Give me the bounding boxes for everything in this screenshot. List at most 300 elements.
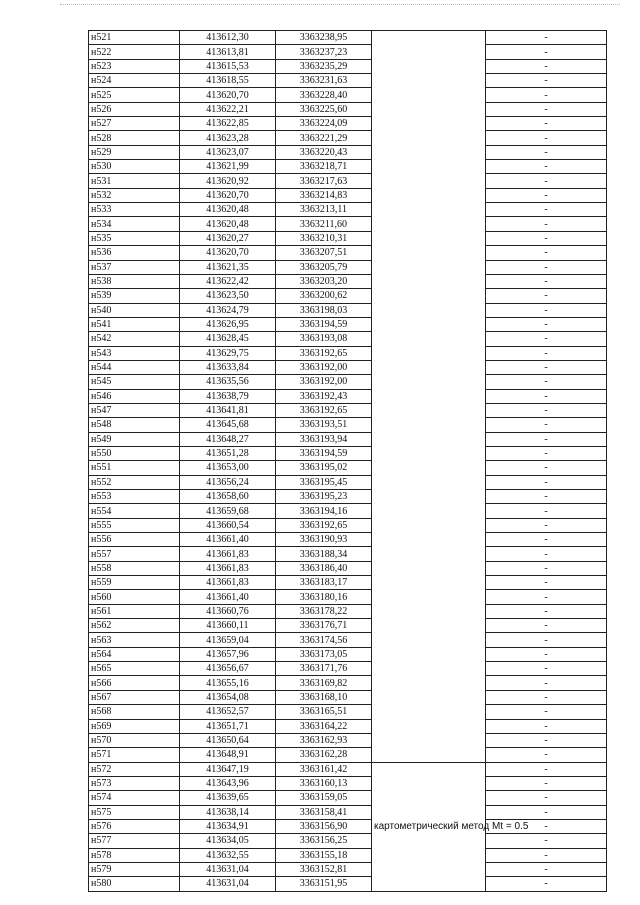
point-name-cell: н566 [89, 676, 180, 690]
table-row [89, 346, 607, 360]
y-coordinate-cell: 3363237,23 [276, 45, 372, 59]
accuracy-cell: - [486, 346, 607, 360]
x-coordinate-cell: 413661,40 [180, 590, 276, 604]
table-row [89, 461, 607, 475]
y-coordinate-cell: 3363195,02 [276, 461, 372, 475]
point-name-cell: н536 [89, 246, 180, 260]
accuracy-cell: - [486, 819, 607, 833]
accuracy-cell: - [486, 533, 607, 547]
x-coordinate-cell: 413622,21 [180, 102, 276, 116]
point-name-cell: н532 [89, 188, 180, 202]
accuracy-cell: - [486, 647, 607, 661]
x-coordinate-cell: 413635,56 [180, 375, 276, 389]
point-name-cell: н547 [89, 403, 180, 417]
table-row [89, 375, 607, 389]
table-row [89, 475, 607, 489]
x-coordinate-cell: 413653,00 [180, 461, 276, 475]
x-coordinate-cell: 413656,67 [180, 662, 276, 676]
y-coordinate-cell: 3363164,22 [276, 719, 372, 733]
x-coordinate-cell: 413657,96 [180, 647, 276, 661]
x-coordinate-cell: 413631,04 [180, 877, 276, 891]
y-coordinate-cell: 3363228,40 [276, 88, 372, 102]
table-row [89, 289, 607, 303]
point-name-cell: н551 [89, 461, 180, 475]
x-coordinate-cell: 413660,76 [180, 604, 276, 618]
x-coordinate-cell: 413656,24 [180, 475, 276, 489]
x-coordinate-cell: 413623,07 [180, 145, 276, 159]
y-coordinate-cell: 3363194,16 [276, 504, 372, 518]
x-coordinate-cell: 413629,75 [180, 346, 276, 360]
x-coordinate-cell: 413632,55 [180, 848, 276, 862]
x-coordinate-cell: 413639,65 [180, 791, 276, 805]
point-name-cell: н541 [89, 317, 180, 331]
point-name-cell: н571 [89, 748, 180, 762]
x-coordinate-cell: 413660,11 [180, 619, 276, 633]
coordinates-table [88, 30, 607, 892]
accuracy-cell: - [486, 604, 607, 618]
point-name-cell: н546 [89, 389, 180, 403]
point-name-cell: н533 [89, 203, 180, 217]
table-row [89, 88, 607, 102]
y-coordinate-cell: 3363192,43 [276, 389, 372, 403]
x-coordinate-cell: 413620,70 [180, 188, 276, 202]
x-coordinate-cell: 413621,99 [180, 160, 276, 174]
accuracy-cell: - [486, 231, 607, 245]
x-coordinate-cell: 413648,91 [180, 748, 276, 762]
accuracy-cell: - [486, 762, 607, 776]
table-row [89, 145, 607, 159]
table-row [89, 848, 607, 862]
y-coordinate-cell: 3363193,94 [276, 432, 372, 446]
y-coordinate-cell: 3363174,56 [276, 633, 372, 647]
accuracy-cell: - [486, 131, 607, 145]
accuracy-cell: - [486, 389, 607, 403]
point-name-cell: н521 [89, 31, 180, 45]
y-coordinate-cell: 3363180,16 [276, 590, 372, 604]
table-row [89, 74, 607, 88]
accuracy-cell: - [486, 776, 607, 790]
y-coordinate-cell: 3363192,00 [276, 375, 372, 389]
table-row [89, 762, 607, 776]
table-row [89, 389, 607, 403]
y-coordinate-cell: 3363224,09 [276, 117, 372, 131]
accuracy-cell: - [486, 418, 607, 432]
accuracy-cell: - [486, 590, 607, 604]
y-coordinate-cell: 3363213,11 [276, 203, 372, 217]
y-coordinate-cell: 3363156,25 [276, 834, 372, 848]
y-coordinate-cell: 3363162,28 [276, 748, 372, 762]
accuracy-cell: - [486, 217, 607, 231]
x-coordinate-cell: 413631,04 [180, 862, 276, 876]
accuracy-cell: - [486, 547, 607, 561]
x-coordinate-cell: 413659,68 [180, 504, 276, 518]
point-name-cell: н557 [89, 547, 180, 561]
table-row [89, 403, 607, 417]
x-coordinate-cell: 413623,50 [180, 289, 276, 303]
x-coordinate-cell: 413647,19 [180, 762, 276, 776]
table-row [89, 117, 607, 131]
point-name-cell: н549 [89, 432, 180, 446]
point-name-cell: н523 [89, 59, 180, 73]
accuracy-cell: - [486, 403, 607, 417]
point-name-cell: н555 [89, 518, 180, 532]
point-name-cell: н539 [89, 289, 180, 303]
x-coordinate-cell: 413652,57 [180, 705, 276, 719]
accuracy-cell: - [486, 705, 607, 719]
x-coordinate-cell: 413660,54 [180, 518, 276, 532]
y-coordinate-cell: 3363192,65 [276, 403, 372, 417]
table-row [89, 619, 607, 633]
x-coordinate-cell: 413615,53 [180, 59, 276, 73]
y-coordinate-cell: 3363203,20 [276, 274, 372, 288]
point-name-cell: н573 [89, 776, 180, 790]
accuracy-cell: - [486, 203, 607, 217]
y-coordinate-cell: 3363165,51 [276, 705, 372, 719]
table-row [89, 504, 607, 518]
y-coordinate-cell: 3363194,59 [276, 317, 372, 331]
accuracy-cell: - [486, 160, 607, 174]
point-name-cell: н553 [89, 490, 180, 504]
table-row [89, 360, 607, 374]
y-coordinate-cell: 3363183,17 [276, 576, 372, 590]
x-coordinate-cell: 413638,79 [180, 389, 276, 403]
y-coordinate-cell: 3363200,62 [276, 289, 372, 303]
table-row [89, 590, 607, 604]
point-name-cell: н575 [89, 805, 180, 819]
y-coordinate-cell: 3363193,08 [276, 332, 372, 346]
accuracy-cell: - [486, 88, 607, 102]
point-name-cell: н530 [89, 160, 180, 174]
x-coordinate-cell: 413623,28 [180, 131, 276, 145]
y-coordinate-cell: 3363156,90 [276, 819, 372, 833]
y-coordinate-cell: 3363168,10 [276, 690, 372, 704]
table-row [89, 490, 607, 504]
y-coordinate-cell: 3363162,93 [276, 733, 372, 747]
point-name-cell: н525 [89, 88, 180, 102]
table-row [89, 102, 607, 116]
x-coordinate-cell: 413618,55 [180, 74, 276, 88]
x-coordinate-cell: 413634,91 [180, 819, 276, 833]
accuracy-cell: - [486, 188, 607, 202]
x-coordinate-cell: 413621,35 [180, 260, 276, 274]
x-coordinate-cell: 413620,70 [180, 88, 276, 102]
accuracy-cell: - [486, 848, 607, 862]
point-name-cell: н556 [89, 533, 180, 547]
x-coordinate-cell: 413638,14 [180, 805, 276, 819]
accuracy-cell: - [486, 805, 607, 819]
point-name-cell: н570 [89, 733, 180, 747]
accuracy-cell: - [486, 504, 607, 518]
table-row [89, 274, 607, 288]
method-cell: картометрический метод Mt = 0.5 [372, 762, 486, 891]
accuracy-cell: - [486, 102, 607, 116]
y-coordinate-cell: 3363198,03 [276, 303, 372, 317]
y-coordinate-cell: 3363152,81 [276, 862, 372, 876]
y-coordinate-cell: 3363176,71 [276, 619, 372, 633]
table-row [89, 203, 607, 217]
accuracy-cell: - [486, 274, 607, 288]
accuracy-cell: - [486, 332, 607, 346]
accuracy-cell: - [486, 246, 607, 260]
table-row [89, 547, 607, 561]
coordinates-table-body [89, 31, 607, 892]
x-coordinate-cell: 413613,81 [180, 45, 276, 59]
accuracy-cell: - [486, 145, 607, 159]
y-coordinate-cell: 3363186,40 [276, 561, 372, 575]
x-coordinate-cell: 413620,48 [180, 217, 276, 231]
x-coordinate-cell: 413655,16 [180, 676, 276, 690]
point-name-cell: н580 [89, 877, 180, 891]
y-coordinate-cell: 3363214,83 [276, 188, 372, 202]
point-name-cell: н568 [89, 705, 180, 719]
point-name-cell: н561 [89, 604, 180, 618]
table-row [89, 662, 607, 676]
y-coordinate-cell: 3363159,05 [276, 791, 372, 805]
point-name-cell: н527 [89, 117, 180, 131]
point-name-cell: н565 [89, 662, 180, 676]
point-name-cell: н577 [89, 834, 180, 848]
y-coordinate-cell: 3363225,60 [276, 102, 372, 116]
x-coordinate-cell: 413645,68 [180, 418, 276, 432]
accuracy-cell: - [486, 45, 607, 59]
table-row [89, 231, 607, 245]
accuracy-cell: - [486, 748, 607, 762]
x-coordinate-cell: 413661,83 [180, 561, 276, 575]
table-row [89, 719, 607, 733]
accuracy-cell: - [486, 719, 607, 733]
accuracy-cell: - [486, 690, 607, 704]
accuracy-cell: - [486, 633, 607, 647]
point-name-cell: н576 [89, 819, 180, 833]
accuracy-cell: - [486, 461, 607, 475]
accuracy-cell: - [486, 31, 607, 45]
accuracy-cell: - [486, 676, 607, 690]
point-name-cell: н567 [89, 690, 180, 704]
accuracy-cell: - [486, 303, 607, 317]
table-row [89, 260, 607, 274]
point-name-cell: н540 [89, 303, 180, 317]
y-coordinate-cell: 3363211,60 [276, 217, 372, 231]
table-row [89, 217, 607, 231]
point-name-cell: н572 [89, 762, 180, 776]
x-coordinate-cell: 413661,83 [180, 576, 276, 590]
point-name-cell: н535 [89, 231, 180, 245]
point-name-cell: н544 [89, 360, 180, 374]
point-name-cell: н554 [89, 504, 180, 518]
x-coordinate-cell: 413620,48 [180, 203, 276, 217]
accuracy-cell: - [486, 74, 607, 88]
x-coordinate-cell: 413654,08 [180, 690, 276, 704]
x-coordinate-cell: 413620,27 [180, 231, 276, 245]
accuracy-cell: - [486, 576, 607, 590]
x-coordinate-cell: 413633,84 [180, 360, 276, 374]
point-name-cell: н529 [89, 145, 180, 159]
x-coordinate-cell: 413628,45 [180, 332, 276, 346]
point-name-cell: н548 [89, 418, 180, 432]
table-row [89, 877, 607, 891]
accuracy-cell: - [486, 360, 607, 374]
point-name-cell: н562 [89, 619, 180, 633]
y-coordinate-cell: 3363173,05 [276, 647, 372, 661]
accuracy-cell: - [486, 289, 607, 303]
point-name-cell: н564 [89, 647, 180, 661]
accuracy-cell: - [486, 317, 607, 331]
table-row [89, 647, 607, 661]
table-row [89, 317, 607, 331]
y-coordinate-cell: 3363193,51 [276, 418, 372, 432]
point-name-cell: н552 [89, 475, 180, 489]
point-name-cell: н579 [89, 862, 180, 876]
accuracy-cell: - [486, 432, 607, 446]
y-coordinate-cell: 3363151,95 [276, 877, 372, 891]
point-name-cell: н524 [89, 74, 180, 88]
point-name-cell: н569 [89, 719, 180, 733]
y-coordinate-cell: 3363192,65 [276, 346, 372, 360]
accuracy-cell: - [486, 375, 607, 389]
x-coordinate-cell: 413648,27 [180, 432, 276, 446]
y-coordinate-cell: 3363160,13 [276, 776, 372, 790]
table-row [89, 633, 607, 647]
accuracy-cell: - [486, 475, 607, 489]
y-coordinate-cell: 3363155,18 [276, 848, 372, 862]
y-coordinate-cell: 3363192,65 [276, 518, 372, 532]
point-name-cell: н578 [89, 848, 180, 862]
point-name-cell: н560 [89, 590, 180, 604]
point-name-cell: н559 [89, 576, 180, 590]
y-coordinate-cell: 3363231,63 [276, 74, 372, 88]
table-row [89, 533, 607, 547]
y-coordinate-cell: 3363210,31 [276, 231, 372, 245]
x-coordinate-cell: 413661,40 [180, 533, 276, 547]
point-name-cell: н558 [89, 561, 180, 575]
y-coordinate-cell: 3363188,34 [276, 547, 372, 561]
table-row [89, 819, 607, 833]
y-coordinate-cell: 3363238,95 [276, 31, 372, 45]
table-row [89, 604, 607, 618]
y-coordinate-cell: 3363169,82 [276, 676, 372, 690]
x-coordinate-cell: 413622,42 [180, 274, 276, 288]
x-coordinate-cell: 413641,81 [180, 403, 276, 417]
table-row [89, 705, 607, 719]
table-row [89, 188, 607, 202]
accuracy-cell: - [486, 174, 607, 188]
table-row [89, 733, 607, 747]
table-row [89, 690, 607, 704]
x-coordinate-cell: 413622,85 [180, 117, 276, 131]
accuracy-cell: - [486, 791, 607, 805]
table-row [89, 59, 607, 73]
table-row [89, 805, 607, 819]
table-row [89, 748, 607, 762]
y-coordinate-cell: 3363194,59 [276, 446, 372, 460]
point-name-cell: н550 [89, 446, 180, 460]
y-coordinate-cell: 3363161,42 [276, 762, 372, 776]
x-coordinate-cell: 413626,95 [180, 317, 276, 331]
x-coordinate-cell: 413612,30 [180, 31, 276, 45]
x-coordinate-cell: 413661,83 [180, 547, 276, 561]
point-name-cell: н528 [89, 131, 180, 145]
point-name-cell: н522 [89, 45, 180, 59]
table-row [89, 676, 607, 690]
table-row [89, 561, 607, 575]
table-row [89, 418, 607, 432]
point-name-cell: н534 [89, 217, 180, 231]
table-row [89, 576, 607, 590]
point-name-cell: н563 [89, 633, 180, 647]
accuracy-cell: - [486, 834, 607, 848]
y-coordinate-cell: 3363207,51 [276, 246, 372, 260]
y-coordinate-cell: 3363190,93 [276, 533, 372, 547]
table-row [89, 446, 607, 460]
y-coordinate-cell: 3363171,76 [276, 662, 372, 676]
x-coordinate-cell: 413634,05 [180, 834, 276, 848]
table-row [89, 160, 607, 174]
y-coordinate-cell: 3363195,23 [276, 490, 372, 504]
table-row [89, 791, 607, 805]
accuracy-cell: - [486, 117, 607, 131]
x-coordinate-cell: 413620,70 [180, 246, 276, 260]
y-coordinate-cell: 3363178,22 [276, 604, 372, 618]
y-coordinate-cell: 3363220,43 [276, 145, 372, 159]
point-name-cell: н537 [89, 260, 180, 274]
x-coordinate-cell: 413651,71 [180, 719, 276, 733]
accuracy-cell: - [486, 733, 607, 747]
table-row [89, 834, 607, 848]
accuracy-cell: - [486, 260, 607, 274]
point-name-cell: н538 [89, 274, 180, 288]
y-coordinate-cell: 3363235,29 [276, 59, 372, 73]
table-row [89, 776, 607, 790]
y-coordinate-cell: 3363221,29 [276, 131, 372, 145]
point-name-cell: н543 [89, 346, 180, 360]
point-name-cell: н574 [89, 791, 180, 805]
x-coordinate-cell: 413659,04 [180, 633, 276, 647]
point-name-cell: н531 [89, 174, 180, 188]
table-row [89, 862, 607, 876]
y-coordinate-cell: 3363192,00 [276, 360, 372, 374]
table-row [89, 45, 607, 59]
accuracy-cell: - [486, 446, 607, 460]
table-row [89, 432, 607, 446]
x-coordinate-cell: 413650,64 [180, 733, 276, 747]
y-coordinate-cell: 3363158,41 [276, 805, 372, 819]
x-coordinate-cell: 413651,28 [180, 446, 276, 460]
accuracy-cell: - [486, 561, 607, 575]
method-cell [372, 31, 486, 763]
x-coordinate-cell: 413620,92 [180, 174, 276, 188]
accuracy-cell: - [486, 490, 607, 504]
accuracy-cell: - [486, 619, 607, 633]
point-name-cell: н542 [89, 332, 180, 346]
scan-artifact-line [60, 4, 620, 8]
accuracy-cell: - [486, 59, 607, 73]
point-name-cell: н526 [89, 102, 180, 116]
table-row [89, 246, 607, 260]
y-coordinate-cell: 3363217,63 [276, 174, 372, 188]
table-row [89, 174, 607, 188]
y-coordinate-cell: 3363218,71 [276, 160, 372, 174]
table-row [89, 518, 607, 532]
point-name-cell: н545 [89, 375, 180, 389]
y-coordinate-cell: 3363195,45 [276, 475, 372, 489]
accuracy-cell: - [486, 862, 607, 876]
table-row [89, 332, 607, 346]
table-row [89, 31, 607, 45]
x-coordinate-cell: 413624,79 [180, 303, 276, 317]
accuracy-cell: - [486, 877, 607, 891]
x-coordinate-cell: 413658,60 [180, 490, 276, 504]
table-row [89, 303, 607, 317]
